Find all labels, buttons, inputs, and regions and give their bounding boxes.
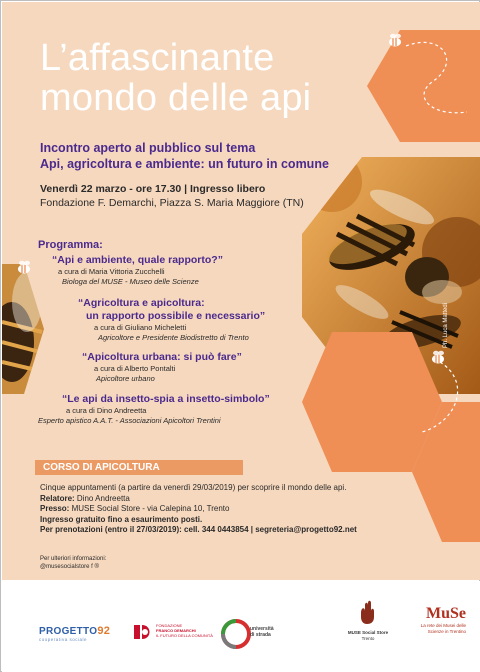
title-line: L’affascinante <box>40 37 275 79</box>
poster-background <box>2 2 480 580</box>
event-details <box>40 182 304 210</box>
course-details <box>40 483 440 536</box>
programme-label: Programma: <box>38 239 103 251</box>
more-info <box>40 555 106 571</box>
bee-icon <box>18 261 30 274</box>
poster-subtitle <box>40 140 329 172</box>
course-place-label: Presso: <box>40 504 70 513</box>
talk-title: “Apicoltura urbana: si può fare” <box>82 351 242 363</box>
demarchi-line: FONDAZIONE <box>156 623 183 628</box>
talk-item <box>82 351 242 384</box>
muse-social-store-logo <box>338 599 398 642</box>
progetto92-name: PROGETTO <box>39 626 98 637</box>
sponsor-footer <box>2 581 480 672</box>
muse-wordmark: MuSe <box>426 605 466 622</box>
talk-item <box>38 393 270 426</box>
event-date-time: Venerdì 22 marzo - ore 17.30 | Ingresso libero <box>40 183 266 195</box>
bee-photo-left <box>2 264 47 394</box>
more-info-label: Per ulteriori informazioni: <box>40 556 107 562</box>
demarchi-line: IL FUTURO DELLA COMUNITÀ <box>156 633 213 638</box>
social-handle: @musesocialstore f ® <box>40 564 99 570</box>
demarchi-line: FRANCO DEMARCHI <box>156 628 196 633</box>
progetto92-logo <box>39 625 110 642</box>
demarchi-logo <box>132 621 213 648</box>
demarchi-mark-icon <box>132 621 154 643</box>
hex-top-right <box>367 30 480 142</box>
talk-item <box>52 254 223 287</box>
course-heading-bar <box>35 460 243 475</box>
course-heading: CORSO DI APICOLTURA <box>43 462 160 473</box>
muse-network-line: Scienze in Trentino <box>427 629 466 634</box>
course-speaker-row <box>40 494 440 505</box>
talk-title: “Api e ambiente, quale rapporto?” <box>52 254 223 266</box>
demarchi-text <box>156 623 213 638</box>
course-intro: Cinque appuntamenti (a partire da venerdì 29/03/2019) per scoprire il mondo delle api. <box>40 483 347 492</box>
muse-network-line: La rete dei Musei delle <box>420 623 466 628</box>
universita-line: università <box>250 626 274 632</box>
hand-plant-icon <box>357 599 379 625</box>
talk-role: Apicoltore urbano <box>96 374 155 383</box>
course-place-row <box>40 504 440 515</box>
talk-title: “Agricoltura e apicoltura: <box>78 297 205 309</box>
talk-speaker: a cura di Alberto Pontalti <box>94 364 176 373</box>
muse-network-logo <box>406 605 466 635</box>
title-line: mondo delle api <box>40 77 312 119</box>
course-booking: Per prenotazioni (entro il 27/03/2019): cell. 344 0443854 | segreteria@progetto92.net <box>40 525 357 534</box>
talk-role: Esperto apistico A.A.T. - Associazioni Apicoltori Trentini <box>38 416 221 425</box>
talk-speaker: a cura di Maria Vittoria Zucchelli <box>58 267 165 276</box>
universita-di-strada-logo <box>220 618 274 655</box>
photo-credit: Ph. Luca Mattedi <box>443 302 449 348</box>
course-speaker-label: Relatore: <box>40 493 75 503</box>
subtitle-line: Incontro aperto al pubblico sul tema <box>40 141 256 155</box>
progetto92-subtitle: cooperativa sociale <box>39 637 88 642</box>
event-venue: Fondazione F. Demarchi, Piazza S. Maria Maggiore (TN) <box>40 197 304 209</box>
talk-speaker: a cura di Dino Andreetta <box>66 406 147 415</box>
talk-title: un rapporto possibile e necessario” <box>86 310 266 322</box>
universita-text <box>250 626 274 638</box>
course-speaker: Dino Andreetta <box>76 493 130 503</box>
course-free-entry: Ingresso gratuito fino a esaurimento posti. <box>40 514 203 524</box>
muse-store-line: Trento <box>361 636 375 641</box>
talk-role: Agricoltore e Presidente Biodistretto di Trento <box>98 333 249 342</box>
bee-icon <box>432 351 444 364</box>
poster-title <box>40 38 311 118</box>
bee-icon <box>389 34 401 47</box>
progetto92-wordmark <box>39 625 110 637</box>
talk-title: “Le api da insetto-spia a insetto-simbolo” <box>62 393 270 405</box>
talk-item <box>78 297 265 343</box>
muse-store-line: MUSE Social Store <box>347 630 389 635</box>
subtitle-line: Api, agricoltura e ambiente: un futuro in comune <box>40 157 329 171</box>
universita-circle-icon <box>220 618 252 650</box>
progetto92-number: 92 <box>97 625 111 637</box>
talk-speaker: a cura di Giuliano Micheletti <box>94 323 187 332</box>
course-place: MUSE Social Store - via Calepina 10, Trento <box>71 504 230 513</box>
universita-line: di strada <box>250 632 271 638</box>
talk-role: Biologa del MUSE - Museo delle Scienze <box>62 277 199 286</box>
